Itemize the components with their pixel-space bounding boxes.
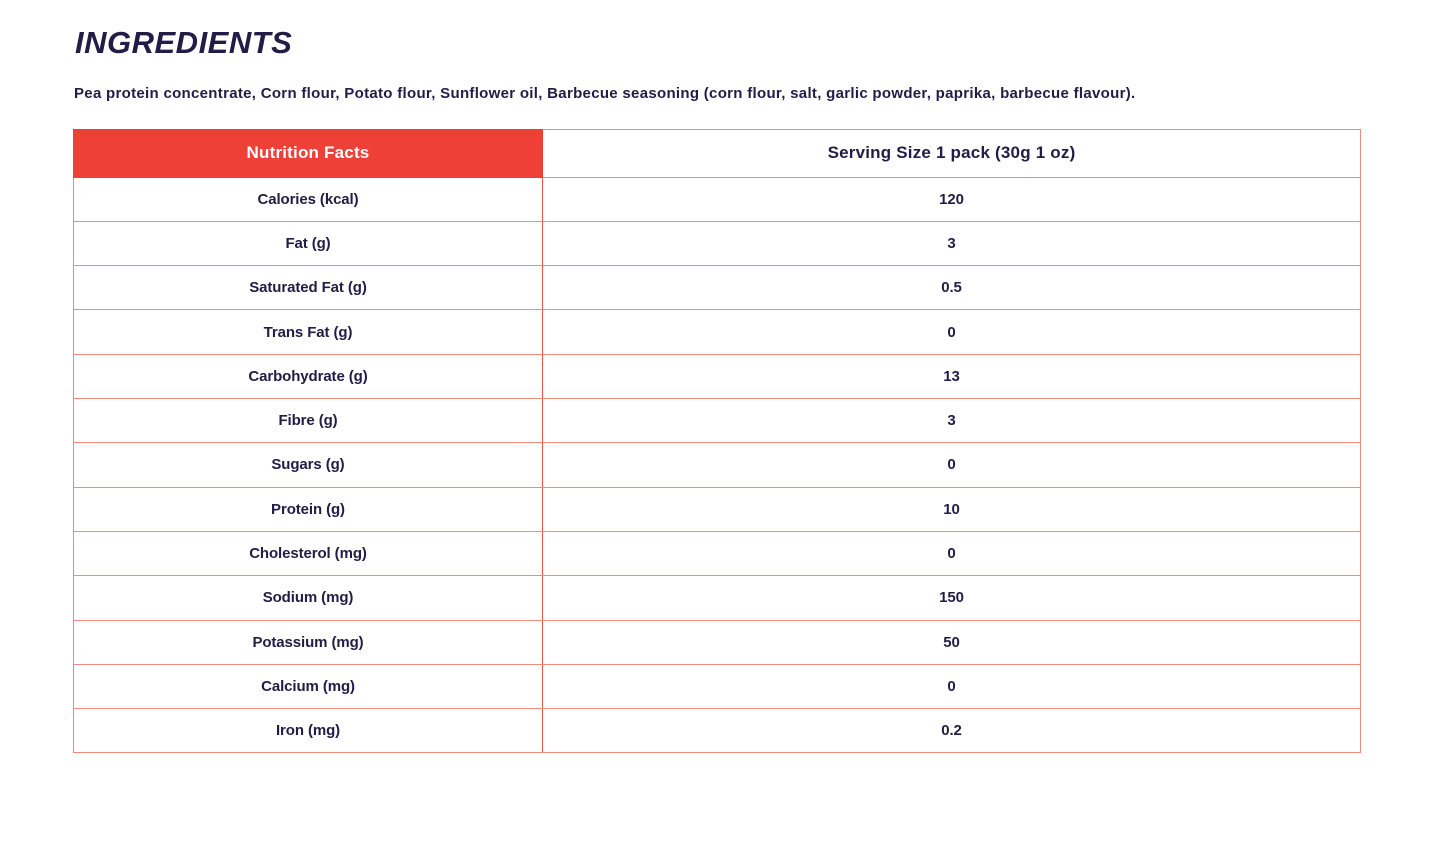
table-row [74, 576, 1361, 620]
table-row [74, 177, 1361, 221]
row-label-cell: Fibre (g) [74, 399, 543, 443]
row-label-cell: Carbohydrate (g) [74, 354, 543, 398]
row-value-cell: 0 [543, 310, 1361, 354]
row-value-cell: 13 [543, 354, 1361, 398]
row-value-cell: 3 [543, 399, 1361, 443]
row-label-cell: Calcium (mg) [74, 664, 543, 708]
table-row [74, 221, 1361, 265]
row-value-cell: 10 [543, 487, 1361, 531]
row-label-cell: Calories (kcal) [74, 177, 543, 221]
row-value-cell: 120 [543, 177, 1361, 221]
row-label-cell: Sodium (mg) [74, 576, 543, 620]
nutrition-facts-table [73, 129, 1361, 754]
row-label-cell: Fat (g) [74, 221, 543, 265]
table-row [74, 399, 1361, 443]
table-row [74, 443, 1361, 487]
page-title: INGREDIENTS [75, 25, 293, 60]
table-row [74, 487, 1361, 531]
table-row [74, 709, 1361, 753]
table-header-row [74, 129, 1361, 177]
row-value-cell: 0 [543, 443, 1361, 487]
nutrition-facts-header-cell: Nutrition Facts [74, 129, 543, 177]
row-value-cell: 50 [543, 620, 1361, 664]
ingredients-text: Pea protein concentrate, Corn flour, Potato flour, Sunflower oil, Barbecue seasoning (corn flour, salt, garlic powder, paprika, barbecue flavour). [74, 84, 1136, 102]
row-label-cell: Protein (g) [74, 487, 543, 531]
row-label-cell: Saturated Fat (g) [74, 266, 543, 310]
row-label-cell: Trans Fat (g) [74, 310, 543, 354]
table-row [74, 664, 1361, 708]
table-row [74, 531, 1361, 575]
row-value-cell: 0.5 [543, 266, 1361, 310]
table-row [74, 310, 1361, 354]
row-value-cell: 0.2 [543, 709, 1361, 753]
row-label-cell: Potassium (mg) [74, 620, 543, 664]
table-row [74, 620, 1361, 664]
row-value-cell: 150 [543, 576, 1361, 620]
row-label-cell: Iron (mg) [74, 709, 543, 753]
table-row [74, 354, 1361, 398]
row-value-cell: 0 [543, 664, 1361, 708]
table-row [74, 266, 1361, 310]
row-label-cell: Sugars (g) [74, 443, 543, 487]
row-value-cell: 3 [543, 221, 1361, 265]
row-value-cell: 0 [543, 531, 1361, 575]
serving-size-header-cell: Serving Size 1 pack (30g 1 oz) [543, 129, 1361, 177]
row-label-cell: Cholesterol (mg) [74, 531, 543, 575]
nutrition-table-body [74, 177, 1361, 753]
